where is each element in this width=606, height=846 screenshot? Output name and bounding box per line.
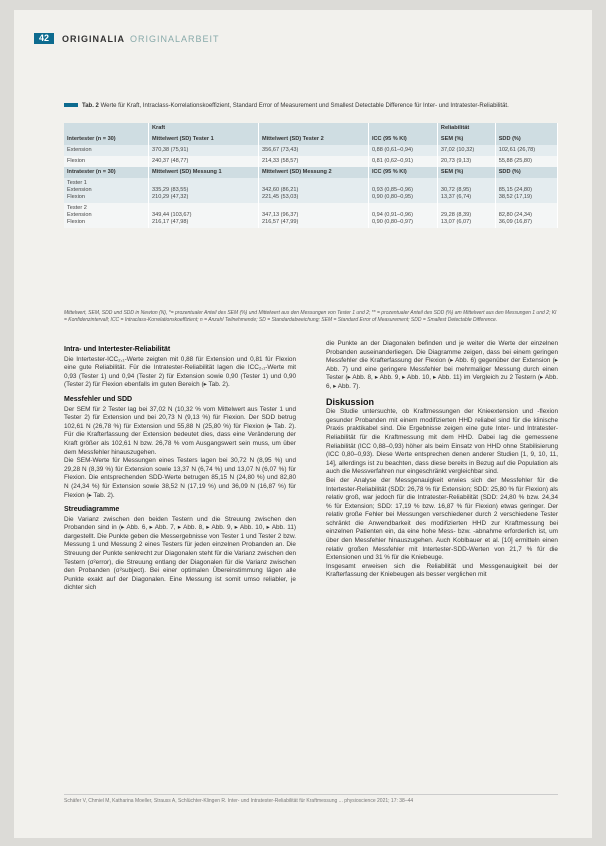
table-cell: Tester 1 Extension Flexion [64,178,149,203]
table-caption [64,102,558,110]
table-cell: 55,88 (25,80) [495,156,557,167]
left-column [64,340,296,593]
table-group-cell: Kraft [149,123,259,134]
body-paragraph: Insgesamt erweisen sich die Reliabilität und Messgenauigkeit bei der Krafterfassung der Kniebeugen als besser verglichen mit [326,562,558,579]
section-heading: Diskussion [326,396,375,407]
subsection-label: ORIGINALARBEIT [130,33,220,44]
caption-bar [64,103,78,107]
table-cell: 29,28 (8,39) 13,07 (6,07) [437,203,495,228]
table-group-cell [368,123,437,134]
table-cell: 0,93 (0,85–0,96) 0,90 (0,80–0,95) [368,178,437,203]
body-paragraph: Die Studie untersuchte, ob Kraftmessungen der Knieextension und -flexion gesunder Probanden mit einem modifizierten HHD reliabel sind für die klinische Praxis praktikabel sind. Die Ergebnisse zeigen eine gute Inter- und Intratester-Reliabilität für die Kraftmessung mit dem HHD. Dabei lag die gemessene Reliabilität (ICC 0,88–0,93) höher als beim Einsatz von HHD ohne Stabilisierung (ICC 0,80–0,93). Diese Werte entsprechen denen anderer Studien [1, 9, 10, 11, 14], allerdings ist zu beachten, dass diese bereits in Bezug auf die Population als auch die Messverfahren nur eingeschränkt vergleichbar sind. [326,408,558,476]
table-cell: 0,81 (0,62–0,91) [368,156,437,167]
results-table [64,123,558,228]
section-heading: Intra- und Intertester-Reliabilität [64,346,171,353]
table-group-cell [495,123,557,134]
table-cell: 349,44 (103,67) 216,17 (47,98) [149,203,259,228]
body-paragraph: Die Varianz zwischen den beiden Testern und die Streuung zwischen den Probanden sind in (▸ Abb. 6, ▸ Abb. 7, ▸ Abb. 8, ▸ Abb. 9, ▸ Abb. 10, ▸ Abb. 11) dargestellt. Die Punkte geben die Messergebnisse von Tester 1 und Tester 2 bzw. Messung 1 und Messung 2 eines Testers für jeden einzelnen Probanden an. Die Streuung der Punkte senkrecht zur Diagonalen steht für die Varianz zwischen den Testern (σ²error), die Streuung entlang der Diagonalen für die Varianz zwischen den Probanden (σ²subject). Bei einer optimalen Übereinstimmung lägen alle Punkte exakt auf der Diagonalen. Eine Messung ist somit umso reliabler, je dichter sich [64,515,296,592]
table-note: Mittelwert, SEM, SDD und SDD in Newton (N), *= prozentualer Anteil des SEM (%) und Mittelwert aus den Messungen von Tester 1 und 2; ** = prozentualer Anteil des SDD (%) am Mittelwert aus den Messungen 1 und 2; KI = Konfidenzintervall; ICC = Intraclass-Korrelationskoeffizient; n = Anzahl Teilnehmende; SD = Standardabweichung; SEM = Standard Error of Measurement; SDD = Smallest Detectable Difference. [64,310,557,323]
table-cell: ICC (95 % KI) [368,134,437,145]
table-cell: ICC (95 % KI) [368,167,437,178]
page-header [34,33,220,44]
table-cell: 82,80 (24,34) 36,09 (16,87) [495,203,557,228]
table-cell: Mittelwert (SD) Messung 1 [149,167,259,178]
table-cell: 0,94 (0,91–0,96) 0,90 (0,80–0,97) [368,203,437,228]
table-group-cell: Reliabilität [437,123,495,134]
section-label: ORIGINALIA [62,33,126,44]
body-paragraph: Bei der Analyse der Messgenauigkeit erwies sich der Messfehler für die Intertester-Reliabilität (SDD: 26,78 % für Extension; SDD: 25,80 % für Flexion) als relativ groß, war jedoch für die Intratester-Reliabilität (SDD: 24,80 % bzw. 24,34 % für Extension; SDD: 17,19 % bzw. 16,87 % für Flexion) etwas geringer. Der relativ große Fehler bei Messungen verschiedener durch 2 verschiedene Tester schränkt die Anwendbarkeit des modifizierten HHD zur Kraftmessung bei einzelnen Patienten ein, da eine hohe Mess- bzw. -abnahme erforderlich ist, um über den Messfehler hinauszugehen. Auch Koblbauer et al. [10] ermitteln einen relativ großen Messfehler mit Intertester-SDD-Werten von 21,7 % für die Extensionen und 31 % für die Kniebeuge. [326,476,558,562]
table-group-header [64,123,558,134]
table-cell: Mittelwert (SD) Messung 2 [258,167,368,178]
table-group-cell [258,123,368,134]
table-cell: Extension [64,145,149,156]
table-row [64,178,558,203]
table-subheader-row [64,134,558,145]
table-group-cell [64,123,149,134]
table-cell: SEM (%) [437,167,495,178]
table-cell: 102,61 (26,78) [495,145,557,156]
caption-label: Tab. 2 [82,103,99,109]
caption-text: Werte für Kraft, Intraclass-Korrelationskoeffizient, Standard Error of Measurement und Smallest Detectable Difference für Inter- und Intratester-Reliabilität. [100,103,509,109]
body-paragraph: Die Intertester-ICC₂,₁-Werte zeigten mit 0,88 für Extension und 0,81 für Flexion eine gute Reliabilität. Für die Intratester-Reliabilität lagen die ICC₂,₁-Werte mit 0,93 (Tester 1) und 0,94 (Tester 2) für Extension sowie 0,90 (Tester 1) und 0,90 (Tester 2) für Flexion ebenfalls im guten Bereich (▸ Tab. 2). [64,355,296,389]
body-paragraph: Der SEM für 2 Tester lag bei 37,02 N (10,32 % vom Mittelwert aus Tester 1 und Tester 2) für Extension und bei 20,73 N (9,13 %) für Flexion. Der SDD betrug 102,61 N (26,78 %) für Extension und 55,88 N (25,80 %) für Flexion (▸ Tab. 2). Für die Krafterfassung der Extension bedeutet dies, dass eine Veränderung der Kraft größer als 102,61 N bzw. 26,78 % vom Ausgangswert sein muss, um über dem Messfehler hinauszugehen. [64,405,296,456]
table-cell: Intertester (n = 30) [64,134,149,145]
table-cell: 0,88 (0,61–0,94) [368,145,437,156]
table-cell: 356,67 (73,43) [258,145,368,156]
table-row [64,145,558,156]
table-cell: 214,33 (58,57) [258,156,368,167]
table-cell: 342,60 (86,21) 221,45 (53,03) [258,178,368,203]
table-subheader-row [64,167,558,178]
table-cell: 85,15 (24,80) 38,52 (17,19) [495,178,557,203]
table-cell: 20,73 (9,13) [437,156,495,167]
table-cell: SDD (%) [495,167,557,178]
section-heading: Streudiagramme [64,506,120,514]
body-paragraph: Die SEM-Werte für Messungen eines Testers lagen bei 30,72 N (8,95 %) und 29,28 N (8,39 %) für Extension sowie 13,37 N (6,74 %) und 13,07 N (6,07 %) für Flexion. Die entsprechenden SDD-Werte betrugen 85,15 N (24,80 %) und 82,80 N (24,34 %) für Extension sowie 38,52 N (17,19 %) und 36,09 N (16,87 %) für Flexion (▸ Tab. 2). [64,457,296,499]
table-cell: SDD (%) [495,134,557,145]
table-cell: Flexion [64,156,149,167]
right-column [326,340,558,580]
table-cell: 30,72 (8,95) 13,37 (6,74) [437,178,495,203]
page-number: 42 [34,33,54,44]
table-row [64,156,558,167]
table-row [64,203,558,228]
table-cell: 347,13 (96,37) 216,57 (47,99) [258,203,368,228]
table-cell: Mittelwert (SD) Tester 2 [258,134,368,145]
table-cell: SEM (%) [437,134,495,145]
body-paragraph: die Punkte an der Diagonalen befinden und je weiter die Werte der einzelnen Probanden auseinanderliegen. Die Diagramme zeigen, dass bei einem geringen Messfehler die Krafterfassung der Flexion (▸ Abb. 6) gegenüber der Extension (▸ Abb. 7) und eine geringere Messfehler bei mehrmaliger Messung durch einen Tester (▸ Abb. 8, ▸ Abb. 9, ▸ Abb. 10, ▸ Abb. 11) im Vergleich zu 2 Testern (▸ Abb. 6, ▸ Abb. 7). [326,340,558,390]
table-cell: Intratester (n = 30) [64,167,149,178]
table-cell: 240,37 (48,77) [149,156,259,167]
table-cell: 37,02 (10,32) [437,145,495,156]
table-cell: Tester 2 Extension Flexion [64,203,149,228]
table-cell: 370,38 (75,91) [149,145,259,156]
table-cell: Mittelwert (SD) Tester 1 [149,134,259,145]
table-cell: 335,29 (83,55) 210,29 (47,32) [149,178,259,203]
citation-footer: Schäfer V, Chmiel M, Katharina Moeller, Strauss A, Schlüchter-Klingen R. Inter- und Intratester-Reliabilität für Kraftmessung ... physioscience 2021; 17: 38–44 [64,794,558,804]
section-heading: Messfehler und SDD [64,395,133,403]
